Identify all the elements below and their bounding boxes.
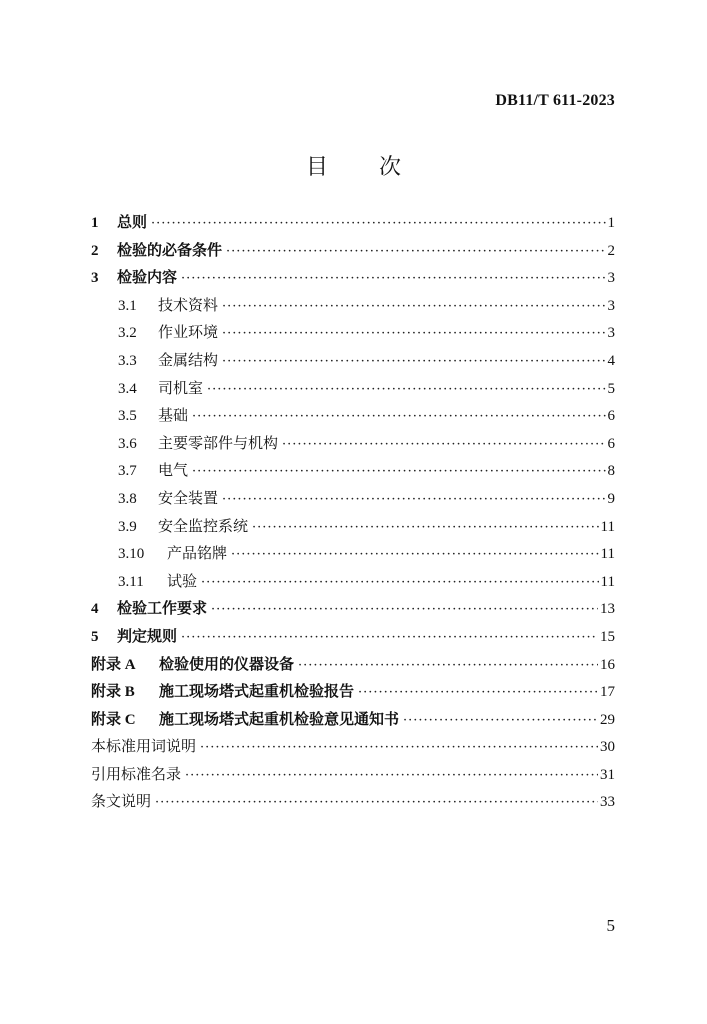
toc-dot-leader <box>282 431 605 459</box>
toc-entry-number: 3.1 <box>118 297 137 314</box>
toc-entry[interactable] <box>91 761 615 789</box>
toc-entry-number: 3.9 <box>118 518 137 535</box>
toc-entry-number: 附录 A <box>91 656 136 673</box>
toc-subentry[interactable] <box>91 402 615 430</box>
toc-entry-page: 6 <box>607 408 615 425</box>
toc-entry-page: 11 <box>600 546 615 563</box>
toc-entry-number: 3.4 <box>118 380 137 397</box>
toc-subentry[interactable] <box>91 375 615 403</box>
toc-subentry[interactable] <box>91 319 615 347</box>
toc-entry-label: 安全监控系统 <box>158 516 249 535</box>
toc-entry-label: 施工现场塔式起重机检验意见通知书 <box>159 709 400 728</box>
toc-entry-page: 3 <box>607 325 615 342</box>
toc-entry-label: 引用标准名录 <box>91 764 182 783</box>
toc-entry-label: 施工现场塔式起重机检验报告 <box>159 682 355 701</box>
toc-subentry[interactable] <box>91 568 615 596</box>
toc-dot-leader <box>222 348 605 376</box>
toc-title: 目 次 <box>306 155 423 180</box>
toc-entry-page: 1 <box>607 215 615 231</box>
toc-entry-page: 11 <box>600 518 615 535</box>
toc-entry-page: 6 <box>607 435 615 452</box>
toc-dot-leader <box>358 679 598 707</box>
toc-entry-number: 5 <box>91 628 99 645</box>
toc-entry-number: 3.10 <box>118 546 145 563</box>
toc-entry-page: 9 <box>607 490 615 507</box>
toc-dot-leader <box>181 265 605 293</box>
toc-entry-label: 检验的必备条件 <box>117 240 223 259</box>
toc-entry-page: 15 <box>600 628 615 645</box>
toc-entry[interactable] <box>91 264 615 292</box>
toc-entry-label: 条文说明 <box>91 792 152 811</box>
toc-entry-number: 3.2 <box>118 325 137 342</box>
toc-dot-leader <box>201 569 599 597</box>
toc-entry-page: 3 <box>607 297 615 314</box>
toc-entry-number: 3.6 <box>118 435 137 452</box>
document-code: DB11/T 611-2023 <box>495 92 615 109</box>
toc-entry[interactable] <box>91 209 615 237</box>
toc-subentry[interactable] <box>91 292 615 320</box>
toc-entry[interactable] <box>91 595 615 623</box>
toc-entry-page: 3 <box>607 270 615 287</box>
toc-entry-number: 附录 B <box>91 684 135 701</box>
toc-subentry[interactable] <box>91 513 615 541</box>
toc-entry-page: 29 <box>600 711 615 728</box>
toc-dot-leader <box>298 652 598 680</box>
toc-entry-number: 3 <box>91 270 99 287</box>
toc-entry-label: 总则 <box>117 213 148 231</box>
toc-entry[interactable] <box>91 623 615 651</box>
toc-entry-label: 作业环境 <box>158 323 219 342</box>
toc-appendix-entry[interactable] <box>91 706 615 734</box>
toc-dot-leader <box>155 789 598 817</box>
toc-entry-page: 31 <box>600 766 615 783</box>
toc-dot-leader <box>185 762 598 790</box>
toc-subentry[interactable] <box>91 347 615 375</box>
toc-dot-leader <box>222 293 605 321</box>
toc-entry-label: 金属结构 <box>158 350 219 369</box>
toc-entry-number: 3.8 <box>118 490 137 507</box>
toc-entry-label: 技术资料 <box>158 295 219 314</box>
toc-entry-page: 8 <box>607 463 615 480</box>
toc-entry-label: 产品铭牌 <box>167 544 228 563</box>
toc-entry-page: 17 <box>600 684 615 701</box>
toc-entry-number: 3.11 <box>118 573 144 590</box>
toc-dot-leader <box>192 403 605 431</box>
toc-entry-label: 基础 <box>158 406 189 425</box>
toc-dot-leader <box>222 486 605 514</box>
toc-entry-label: 司机室 <box>158 378 204 397</box>
toc-entry-label: 主要零部件与机构 <box>158 433 279 452</box>
toc-dot-leader <box>403 707 598 735</box>
toc-entry-label: 检验内容 <box>117 268 178 287</box>
toc-entry-label: 检验工作要求 <box>117 599 208 618</box>
toc-subentry[interactable] <box>91 457 615 485</box>
toc-appendix-entry[interactable] <box>91 678 615 706</box>
toc-entry-number: 1 <box>91 215 99 231</box>
toc-entry-page: 30 <box>600 739 615 756</box>
table-of-contents <box>91 209 615 816</box>
toc-entry-number: 3.7 <box>118 463 137 480</box>
toc-entry-page: 2 <box>607 242 615 259</box>
toc-entry[interactable] <box>91 237 615 265</box>
toc-entry[interactable] <box>91 733 615 761</box>
toc-entry-label: 安全装置 <box>158 488 219 507</box>
toc-dot-leader <box>226 238 605 266</box>
toc-dot-leader <box>200 734 598 762</box>
toc-entry-number: 3.5 <box>118 408 137 425</box>
toc-dot-leader <box>151 210 605 238</box>
toc-dot-leader <box>222 320 605 348</box>
toc-entry-page: 16 <box>600 656 615 673</box>
toc-dot-leader <box>207 376 605 404</box>
toc-entry-number: 3.3 <box>118 352 137 369</box>
toc-entry-page: 4 <box>607 352 615 369</box>
toc-dot-leader <box>181 624 598 652</box>
toc-appendix-entry[interactable] <box>91 651 615 679</box>
toc-entry-label: 判定规则 <box>117 626 178 645</box>
toc-entry-number: 2 <box>91 242 99 259</box>
toc-dot-leader <box>231 541 599 569</box>
toc-entry-label: 试验 <box>167 571 198 590</box>
toc-subentry[interactable] <box>91 540 615 568</box>
toc-entry-page: 13 <box>600 601 615 618</box>
toc-entry-page: 11 <box>600 573 615 590</box>
toc-entry-page: 33 <box>600 794 615 811</box>
toc-entry-label: 本标准用词说明 <box>91 737 197 756</box>
toc-dot-leader <box>211 596 598 624</box>
toc-entry-label: 电气 <box>158 461 189 480</box>
toc-entry-page: 5 <box>607 380 615 397</box>
toc-entry-label: 检验使用的仪器设备 <box>159 654 295 673</box>
toc-dot-leader <box>252 514 599 542</box>
toc-subentry[interactable] <box>91 430 615 458</box>
page-number: 5 <box>606 916 615 935</box>
toc-entry-number: 附录 C <box>91 711 136 728</box>
toc-entry-number: 4 <box>91 601 99 618</box>
toc-entry[interactable] <box>91 788 615 816</box>
toc-dot-leader <box>192 458 605 486</box>
toc-subentry[interactable] <box>91 485 615 513</box>
